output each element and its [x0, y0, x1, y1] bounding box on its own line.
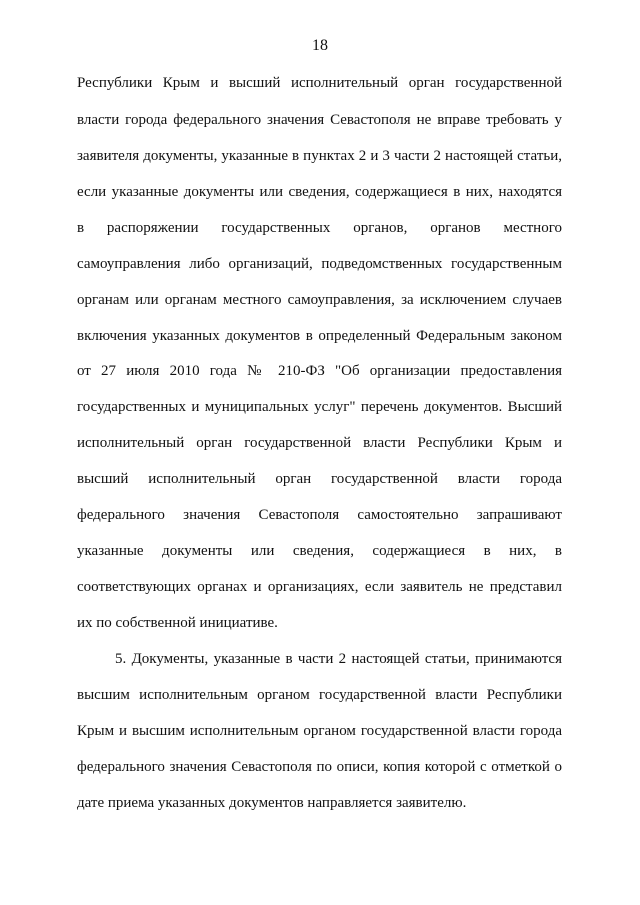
text-line: Республики Крым и высший исполнительный орган государственной [77, 75, 562, 91]
text-line: федерального значения Севастополя по описи, копия которой с отметкой о [77, 759, 562, 775]
text-line: в распоряжении государственных органов, органов местного [77, 220, 562, 236]
text-line: федерального значения Севастополя самостоятельно запрашивают [77, 507, 562, 523]
text-line: если указанные документы или сведения, содержащиеся в них, находятся [77, 184, 562, 200]
text-line: высшим исполнительным органом государственной власти Республики [77, 687, 562, 703]
text-line: соответствующих органах и организациях, если заявитель не представил [77, 579, 562, 595]
paragraph-5-first-line: 5. Документы, указанные в части 2 настоящей статьи, принимаются [115, 651, 562, 667]
text-line: органам или органам местного самоуправления, за исключением случаев [77, 292, 562, 308]
text-line: самоуправления либо организаций, подведомственных государственным [77, 256, 562, 272]
text-line: указанные документы или сведения, содержащиеся в них, в [77, 543, 562, 559]
text-line: исполнительный орган государственной власти Республики Крым и [77, 435, 562, 451]
text-line: от 27 июля 2010 года № 210-ФЗ "Об организации предоставления [77, 363, 562, 379]
text-line: власти города федерального значения Севастополя не вправе требовать у [77, 112, 562, 128]
text-line: Крым и высшим исполнительным органом государственной власти города [77, 723, 562, 739]
text-line: заявителя документы, указанные в пунктах 2 и 3 части 2 настоящей статьи, [77, 148, 562, 164]
text-line: включения указанных документов в определенный Федеральным законом [77, 328, 562, 344]
text-line-last: дате приема указанных документов направляется заявителю. [77, 795, 467, 811]
text-line: государственных и муниципальных услуг" перечень документов. Высший [77, 399, 562, 415]
text-line-last: их по собственной инициативе. [77, 615, 278, 631]
text-line: высший исполнительный орган государственной власти города [77, 471, 562, 487]
page-number: 18 [312, 37, 328, 54]
